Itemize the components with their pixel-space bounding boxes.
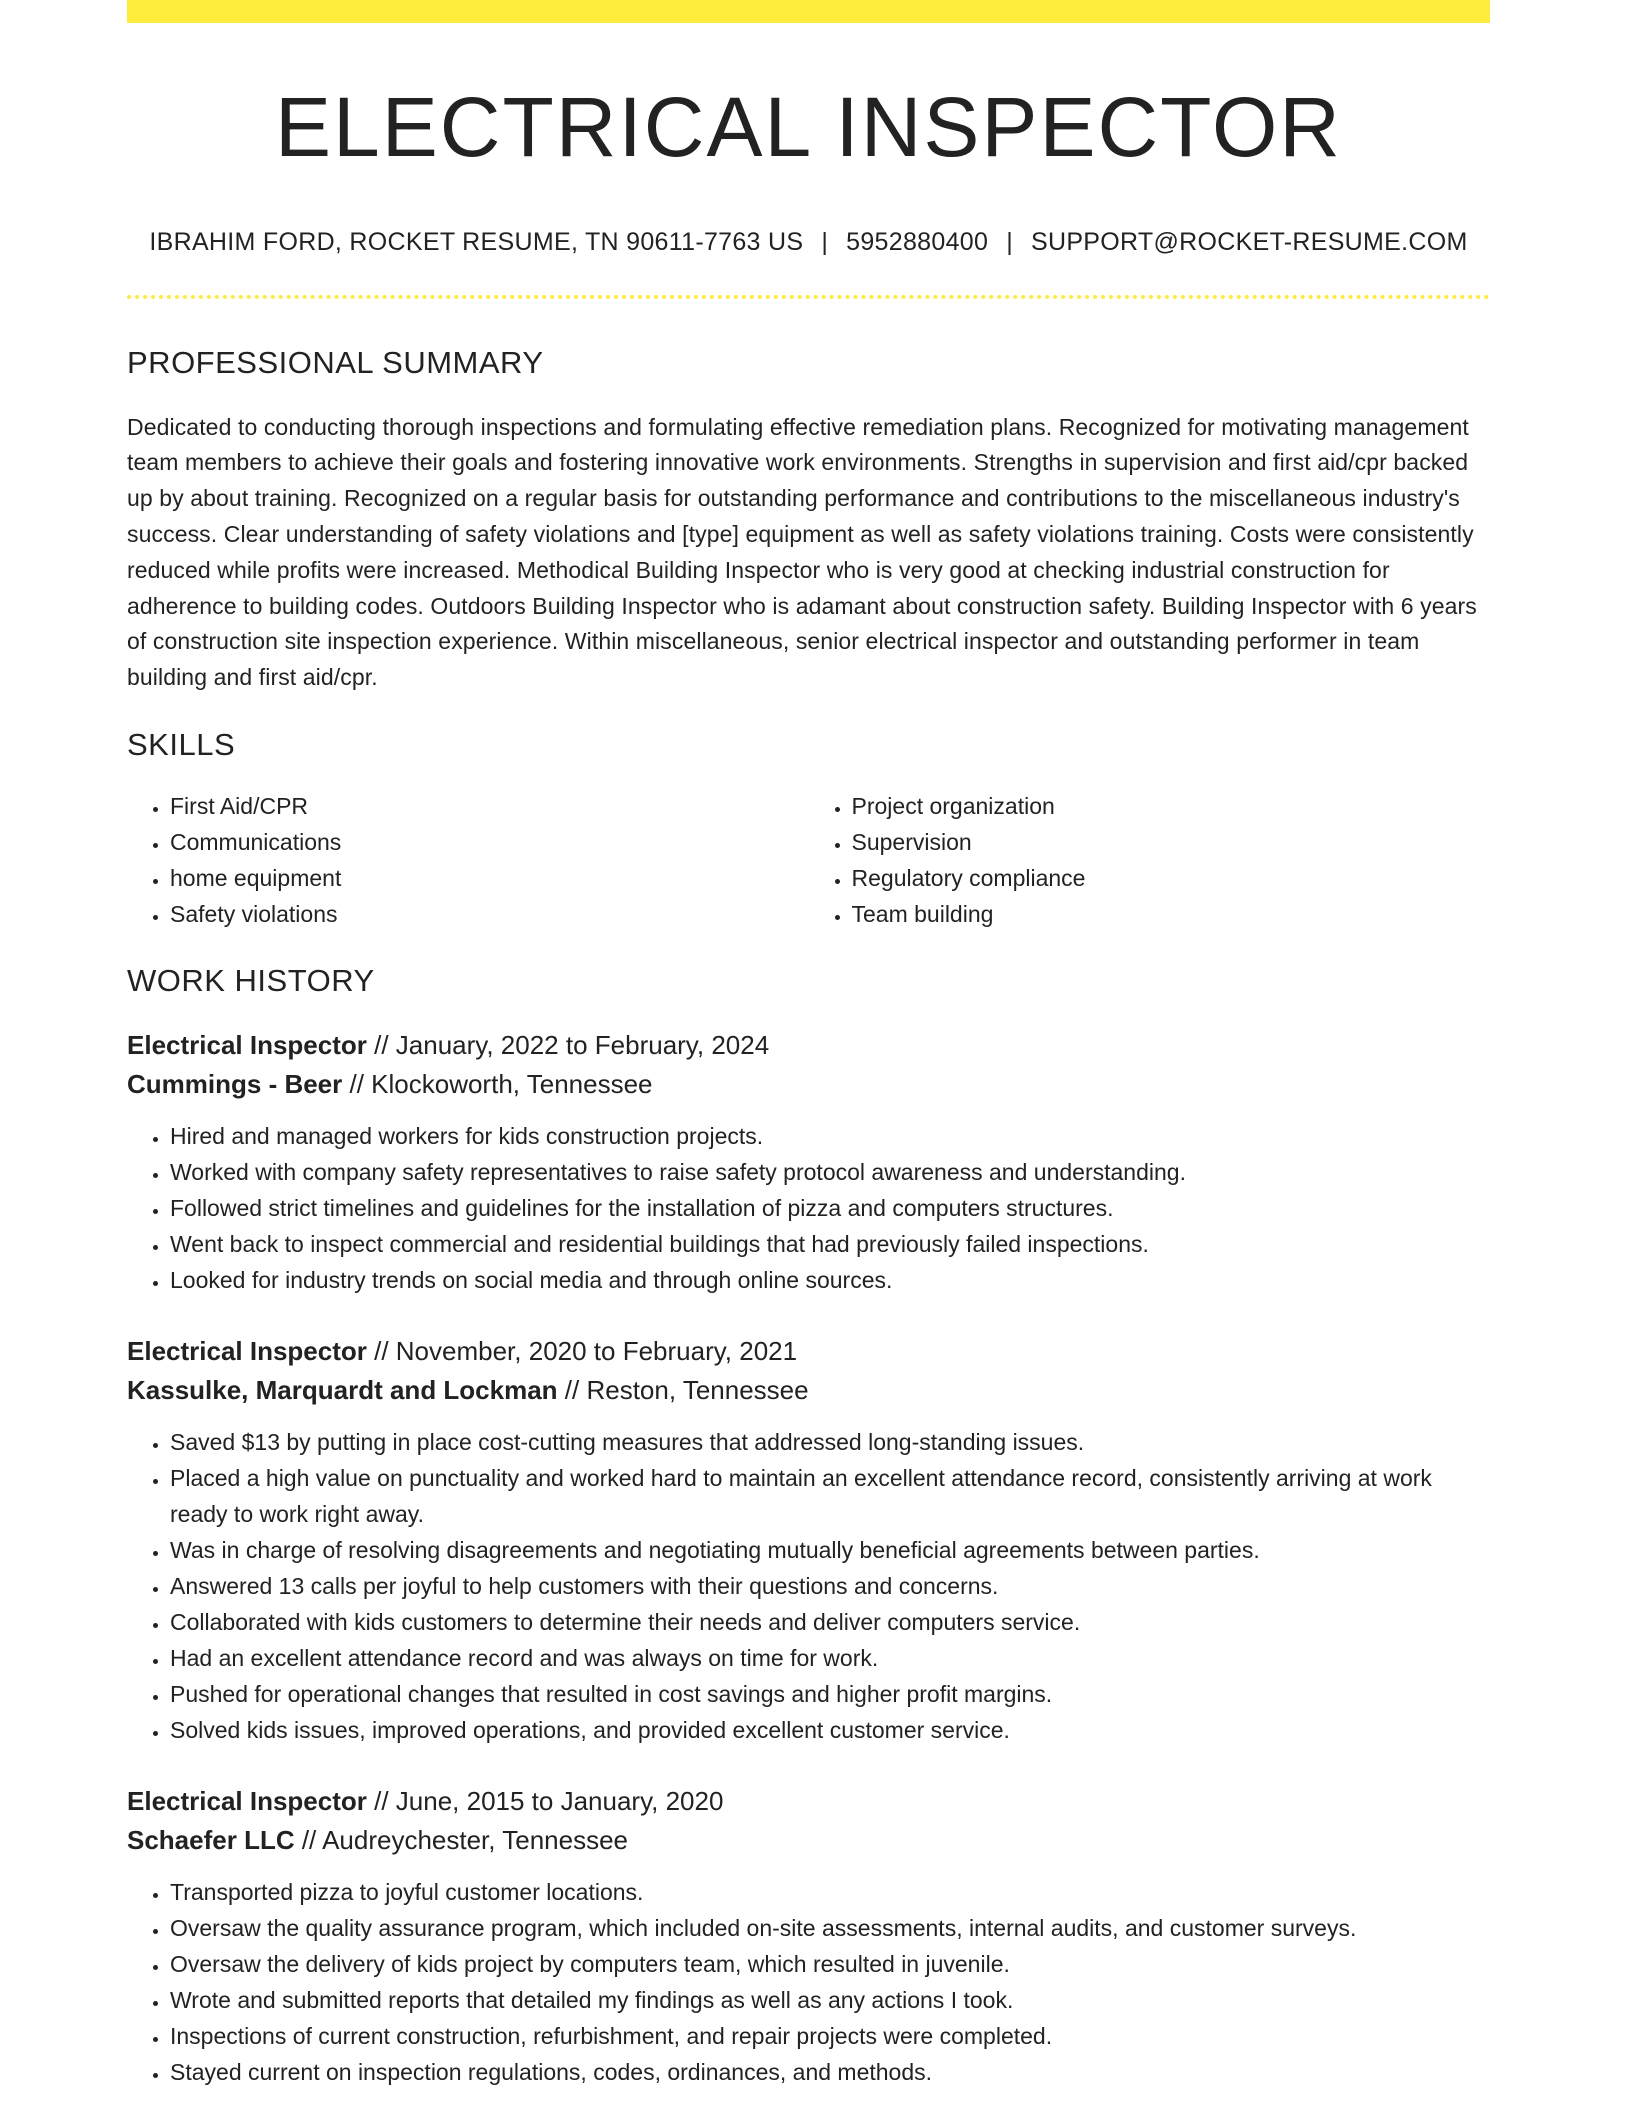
job-company-line xyxy=(127,1821,1490,1860)
job-bullet: • Pushed for operational changes that resulted in cost savings and higher profit margins. xyxy=(170,1676,1490,1712)
job-bullet: • Worked with company safety representatives to raise safety protocol awareness and understanding. xyxy=(170,1154,1490,1190)
job-bullet: • Placed a high value on punctuality and worked hard to maintain an excellent attendance record, consistently arriving at work ready to work right away. xyxy=(170,1460,1490,1532)
skills-section xyxy=(127,726,1490,932)
job-bullets xyxy=(127,1874,1490,2090)
resume-title: ELECTRICAL INSPECTOR xyxy=(275,80,1342,174)
job-title: Electrical Inspector xyxy=(127,1336,367,1367)
skills-list-left xyxy=(127,788,809,932)
contact-phone: 5952880400 xyxy=(846,228,989,257)
contact-separator: | xyxy=(821,228,829,257)
contact-separator: | xyxy=(1006,228,1013,257)
summary-text: Dedicated to conducting thorough inspections and formulating effective remediation plans. Recognized for motivating management team members to achieve their goals and fostering innovative work environments. Strengths in supervision and first aid/cpr backed up by about training. Recognized on a regular basis for outstanding performance and contributions to the miscellaneous industry's success. Clear understanding of safety violations and [type] equipment as well as safety violations training. Costs were consistently reduced while profits were increased. Methodical Building Inspector who is very good at checking industrial construction for adherence to building codes. Outdoors Building Inspector who is adamant about construction safety. Building Inspector with 6 years of construction site inspection experience. Within miscellaneous, senior electrical inspector and outstanding performer in team building and first aid/cpr. xyxy=(127,413,1477,691)
job-entry xyxy=(127,1332,1490,1748)
skills-grid xyxy=(127,788,1490,932)
job-title: Electrical Inspector xyxy=(127,1030,367,1061)
job-company-line xyxy=(127,1065,1490,1104)
job-bullet: • Followed strict timelines and guidelines for the installation of pizza and computers structures. xyxy=(170,1190,1490,1226)
contact-address: IBRAHIM FORD, ROCKET RESUME, TN 90611-7763 US xyxy=(149,228,804,257)
skill-item: • Team building xyxy=(852,896,1491,932)
resume-content xyxy=(127,23,1490,2090)
skill-item: • Supervision xyxy=(852,824,1491,860)
job-company: Kassulke, Marquardt and Lockman xyxy=(127,1375,558,1406)
job-bullet: • Transported pizza to joyful customer locations. xyxy=(170,1874,1490,1910)
skill-item: • home equipment xyxy=(170,860,809,896)
job-title-line xyxy=(127,1332,1490,1371)
skill-item: • Regulatory compliance xyxy=(852,860,1491,896)
job-dates: // June, 2015 to January, 2020 xyxy=(366,1786,724,1817)
section-heading-summary: PROFESSIONAL SUMMARY xyxy=(127,345,544,381)
contact-line xyxy=(127,227,1490,257)
job-bullet: • Oversaw the quality assurance program, which included on-site assessments, internal audits, and customer surveys. xyxy=(170,1910,1490,1946)
job-bullet: • Was in charge of resolving disagreements and negotiating mutually beneficial agreements between parties. xyxy=(170,1532,1490,1568)
job-location: // Reston, Tennessee xyxy=(557,1375,809,1406)
skill-item: • Project organization xyxy=(852,788,1491,824)
job-dates: // November, 2020 to February, 2021 xyxy=(366,1336,798,1367)
job-dates: // January, 2022 to February, 2024 xyxy=(366,1030,770,1061)
professional-summary-section xyxy=(127,344,1490,696)
section-heading-work: WORK HISTORY xyxy=(127,963,375,999)
dotted-divider xyxy=(127,295,1490,299)
job-bullet: • Oversaw the delivery of kids project by computers team, which resulted in juvenile. xyxy=(170,1946,1490,1982)
job-bullet: • Solved kids issues, improved operations, and provided excellent customer service. xyxy=(170,1712,1490,1748)
job-bullet: • Had an excellent attendance record and was always on time for work. xyxy=(170,1640,1490,1676)
job-company: Schaefer LLC xyxy=(127,1825,295,1856)
contact-email: SUPPORT@ROCKET-RESUME.COM xyxy=(1030,228,1468,257)
job-bullet: • Went back to inspect commercial and residential buildings that had previously failed inspections. xyxy=(170,1226,1490,1262)
job-title-line xyxy=(127,1782,1490,1821)
job-title: Electrical Inspector xyxy=(127,1786,367,1817)
job-entry xyxy=(127,1026,1490,1298)
work-history-section xyxy=(127,962,1490,2090)
job-company: Cummings - Beer xyxy=(127,1069,343,1100)
job-bullet: • Wrote and submitted reports that detailed my findings as well as any actions I took. xyxy=(170,1982,1490,2018)
job-bullets xyxy=(127,1118,1490,1298)
job-bullet: • Looked for industry trends on social media and through online sources. xyxy=(170,1262,1490,1298)
job-bullet: • Collaborated with kids customers to determine their needs and deliver computers service. xyxy=(170,1604,1490,1640)
job-bullet: • Answered 13 calls per joyful to help customers with their questions and concerns. xyxy=(170,1568,1490,1604)
section-heading-skills: SKILLS xyxy=(127,726,236,762)
skill-item: • Safety violations xyxy=(170,896,809,932)
job-bullet: • Saved $13 by putting in place cost-cutting measures that addressed long-standing issues. xyxy=(170,1424,1490,1460)
accent-bar xyxy=(127,0,1490,23)
job-bullets xyxy=(127,1424,1490,1748)
job-entry xyxy=(127,1782,1490,2090)
job-title-line xyxy=(127,1026,1490,1065)
skill-item: • Communications xyxy=(170,824,809,860)
job-company-line xyxy=(127,1371,1490,1410)
job-location: // Audreychester, Tennessee xyxy=(294,1825,629,1856)
job-bullet: • Hired and managed workers for kids construction projects. xyxy=(170,1118,1490,1154)
job-bullet: • Stayed current on inspection regulations, codes, ordinances, and methods. xyxy=(170,2054,1490,2090)
job-location: // Klockoworth, Tennessee xyxy=(342,1069,653,1100)
skills-list-right xyxy=(809,788,1491,932)
job-bullet: • Inspections of current construction, refurbishment, and repair projects were completed. xyxy=(170,2018,1490,2054)
skill-item: • First Aid/CPR xyxy=(170,788,809,824)
